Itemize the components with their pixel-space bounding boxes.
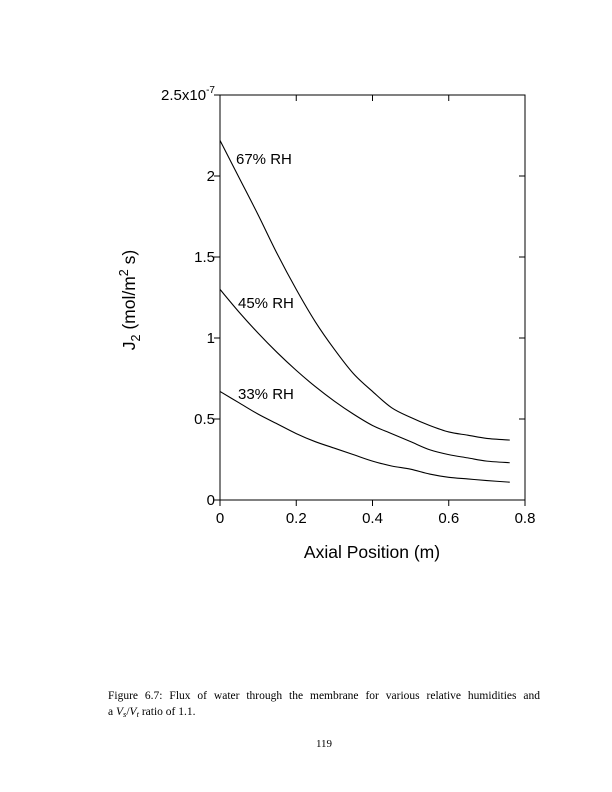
caption-line-2-prefix: a [108,706,116,718]
y-tick-label [207,168,215,185]
y-tick-label-text: 1.5 [194,249,215,266]
ratio-slash: / [126,706,130,718]
y-tick-label-text: 0 [206,492,215,509]
ratio-denominator: V [129,706,137,718]
y-tick-label [194,249,215,266]
y-tick-label-text: 1 [206,330,215,347]
ratio-denominator-subscript: t [136,709,139,719]
axis-tick-labels [161,85,535,527]
x-tick-label: 0.4 [362,510,383,527]
y-axis-label-subscript: 2 [129,334,143,342]
y-axis-label-units-close: s) [119,249,139,270]
y-tick-label-exponent: -7 [206,85,215,96]
figure-caption [108,688,540,720]
series-label-67-rh: 67% RH [236,151,292,168]
y-tick-label-text: 2.5x10 [161,87,207,104]
series-label-45-rh: 45% RH [238,295,294,312]
y-tick-label [207,330,215,347]
x-tick-label: 0 [215,510,225,527]
ratio-numerator: V [115,706,124,718]
y-axis-label-units-exponent: 2 [117,269,131,277]
y-tick-label [194,411,215,428]
x-tick-label: 0.8 [514,510,536,527]
y-tick-label-text: 2 [206,168,215,185]
series-label-33-rh: 33% RH [238,386,294,403]
series-line-45-rh [220,289,510,462]
caption-line-1: Figure 6.7: Flux of water through the membrane for various relative humidities and [108,690,540,702]
y-axis-label [117,250,143,350]
y-tick-label-text: 0.5 [194,411,215,428]
page-number: 119 [315,738,333,750]
y-tick-label [161,85,215,104]
y-tick-label [207,492,215,509]
caption-line-2 [108,704,540,720]
y-axis-label-symbol: J [119,341,139,351]
x-tick-label: 0.6 [438,510,460,527]
caption-line-2-suffix: ratio of 1.1. [138,706,196,718]
x-tick-label: 0.2 [285,510,307,527]
ratio-numerator-subscript: s [123,709,127,719]
series-line-33-rh [220,391,510,482]
x-axis-label: Axial Position (m) [303,542,441,562]
y-axis-label-units-open: (mol/m [119,276,139,335]
